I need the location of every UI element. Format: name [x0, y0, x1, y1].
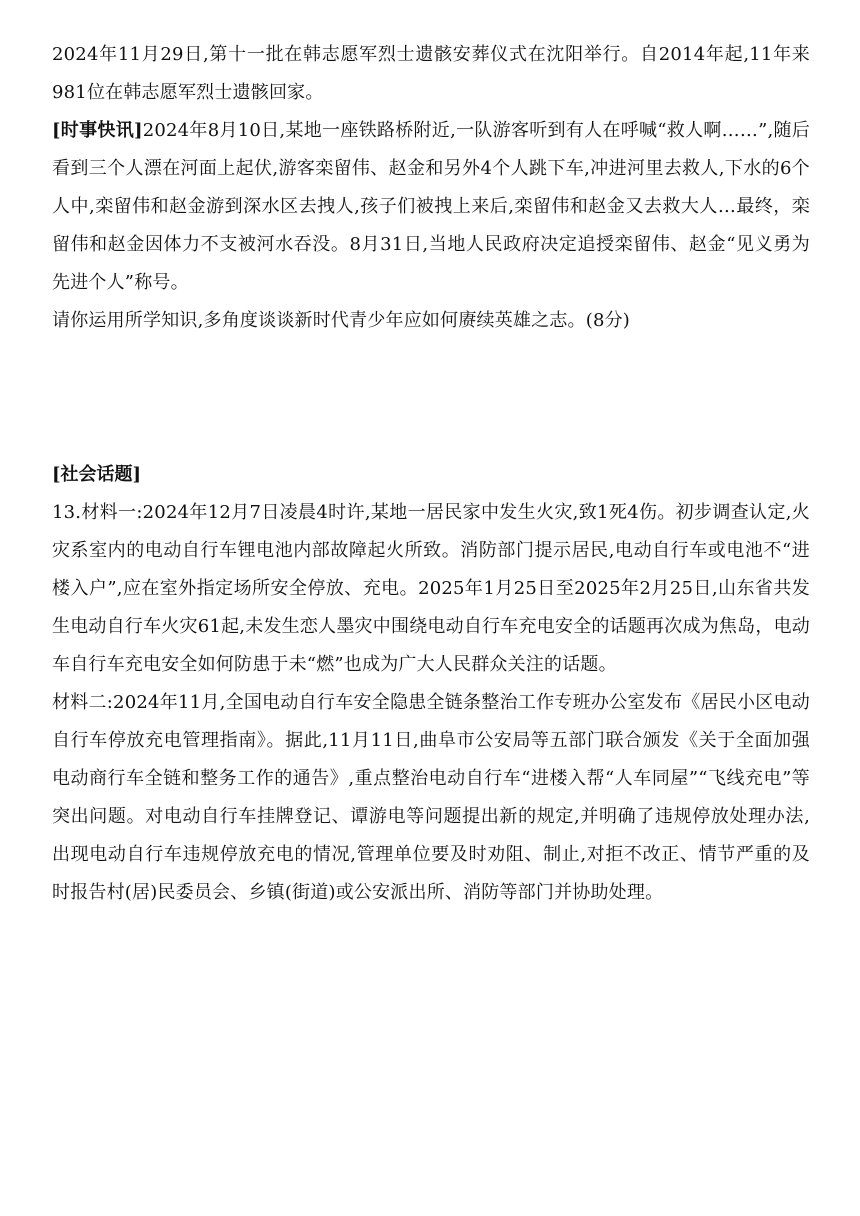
material-one-paragraph: 13.材料一:2024年12月7日凌晨4时许,某地一居民家中发生火灾,致1死4伤。初步调查认定,火灾系室内的电动自行车锂电池内部故障起火所致。消防部门提示居民,电动自行车或电池不“进楼入户”,应在室外指定场所安全停放、充电。2025年1月25日至2025年2月25日,山东省共发生电动自行车火灾61起,未发生恋人墨灾中围绕电动自行车充电安全的话题再次成为焦岛，电动车自行车充电安全如何防患于未“燃”也成为广大人民群众关注的话题。: [52, 502, 810, 675]
answer-space: [52, 340, 810, 456]
document-page: [52, 36, 810, 912]
news-tag: [时事快讯]: [52, 120, 143, 141]
news-paragraph: [52, 112, 810, 302]
question-paragraph: 请你运用所学知识,多角度谈谈新时代青少年应如何赓续英雄之志。(8分): [52, 310, 631, 331]
intro-paragraph: 2024年11月29日,第十一批在韩志愿军烈士遗骸安葬仪式在沈阳举行。自2014年起,11年来981位在韩志愿军烈士遗骸回家。: [52, 44, 810, 103]
section-heading: [社会话题]: [52, 464, 142, 485]
news-text: 2024年8月10日,某地一座铁路桥附近,一队游客听到有人在呼喊“救人啊……”,随后看到三个人漂在河面上起伏,游客栾留伟、赵金和另外4个人跳下车,冲进河里去救人,下水的6个人中,栾留伟和赵金游到深水区去拽人,孩子们被拽上来后,栾留伟和赵金又去救大人…最终，栾留伟和赵金因体力不支被河水吞没。8月31日,当地人民政府决定追授栾留伟、赵金“见义勇为先进个人”称号。: [52, 120, 810, 293]
material-two-paragraph: 材料二:2024年11月,全国电动自行车安全隐患全链条整治工作专班办公室发布《居民小区电动自行车停放充电管理指南》。据此,11月11日,曲阜市公安局等五部门联合颁发《关于全面加强电动商行车全链和整务工作的通告》,重点整治电动自行车“进楼入帮“人车同屋”“飞线充电”等突出问题。对电动自行车挂牌登记、谭游电等问题提出新的规定,并明确了违规停放处理办法,出现电动自行车违规停放充电的情况,管理单位要及时劝阻、制止,对拒不改正、情节严重的及时报告村(居)民委员会、乡镇(街道)或公安派出所、消防等部门并协助处理。: [52, 692, 810, 903]
